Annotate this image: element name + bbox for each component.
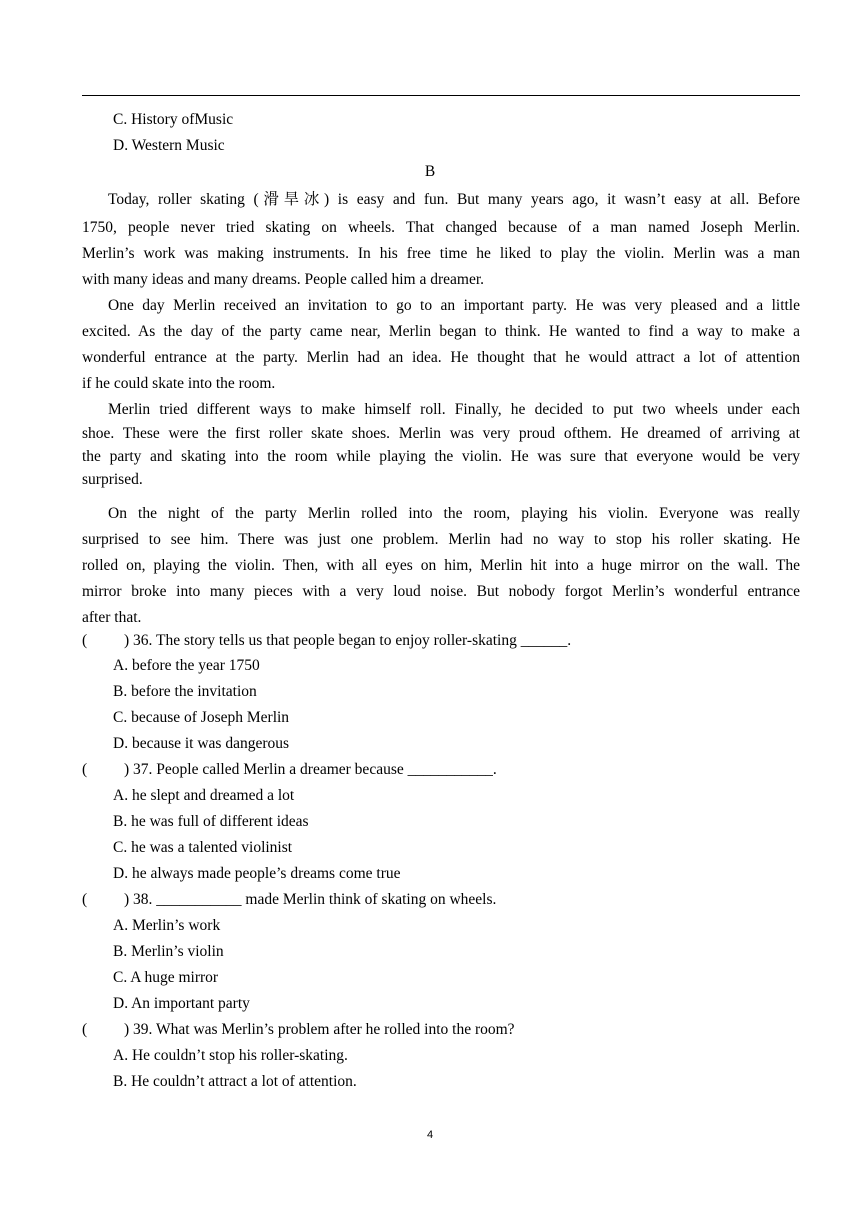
option-b: B. He couldn’t attract a lot of attention. xyxy=(113,1073,357,1090)
previous-option-d: D. Western Music xyxy=(113,137,225,154)
answer-paren[interactable]: ( xyxy=(82,891,88,908)
option-d: D. because it was dangerous xyxy=(113,735,290,752)
option-a: A. Merlin’s work xyxy=(113,917,221,934)
passage-line: 1750, people never tried skating on wheels. That changed because of a man named Joseph Merlin. xyxy=(82,219,800,236)
passage-line: One day Merlin received an invitation to go to an important party. He was very pleased and a little xyxy=(108,297,800,314)
page-number: 4 xyxy=(426,1129,434,1141)
passage-line: if he could skate into the room. xyxy=(82,375,276,392)
section-label: B xyxy=(424,163,436,180)
option-c: C. he was a talented violinist xyxy=(113,839,293,856)
passage-line: Merlin’s work was making instruments. In his free time he liked to play the violin. Merlin was a man xyxy=(82,245,800,262)
question-39 xyxy=(82,1020,515,1040)
passage-line: surprised to see him. There was just one problem. Merlin had no way to stop his roller skating. He xyxy=(82,531,800,548)
question-36 xyxy=(82,631,571,651)
passage-line: mirror broke into many pieces with a very loud noise. But nobody forgot Merlin’s wonderful entrance xyxy=(82,583,800,600)
option-d: D. An important party xyxy=(113,995,250,1012)
answer-paren[interactable]: ( xyxy=(82,632,88,649)
question-stem: ) 36. The story tells us that people began to enjoy roller-skating ______. xyxy=(124,632,572,649)
passage-line: excited. As the day of the party came near, Merlin began to think. He wanted to find a way to make a xyxy=(82,323,800,340)
passage-line: rolled on, playing the violin. Then, with all eyes on him, Merlin hit into a huge mirror on the wall. The xyxy=(82,557,800,574)
passage-line: with many ideas and many dreams. People called him a dreamer. xyxy=(82,271,485,288)
passage-line: surprised. xyxy=(82,471,143,488)
option-b: B. Merlin’s violin xyxy=(113,943,224,960)
option-a: A. before the year 1750 xyxy=(113,657,260,674)
option-a: A. He couldn’t stop his roller-skating. xyxy=(113,1047,348,1064)
option-a: A. he slept and dreamed a lot xyxy=(113,787,295,804)
answer-paren[interactable]: ( xyxy=(82,761,88,778)
option-c: C. A huge mirror xyxy=(113,969,219,986)
passage-line: shoe. These were the first roller skate shoes. Merlin was very proud ofthem. He dreamed of arriving at xyxy=(82,425,800,442)
answer-paren[interactable]: ( xyxy=(82,1021,88,1038)
passage-line: On the night of the party Merlin rolled into the room, playing his violin. Everyone was really xyxy=(108,505,800,522)
question-stem: ) 39. What was Merlin’s problem after he rolled into the room? xyxy=(124,1021,515,1038)
option-b: B. he was full of different ideas xyxy=(113,813,309,830)
previous-option-c: C. History ofMusic xyxy=(113,111,234,128)
header-rule xyxy=(82,95,800,96)
option-c: C. because of Joseph Merlin xyxy=(113,709,290,726)
question-stem: ) 37. People called Merlin a dreamer because ___________. xyxy=(124,761,497,778)
question-37 xyxy=(82,760,497,780)
option-d: D. he always made people’s dreams come true xyxy=(113,865,401,882)
question-stem: ) 38. ___________ made Merlin think of skating on wheels. xyxy=(124,891,497,908)
option-b: B. before the invitation xyxy=(113,683,257,700)
passage-line: Merlin tried different ways to make himself roll. Finally, he decided to put two wheels under each xyxy=(108,401,800,418)
passage-line: Today, roller skating (滑旱冰) is easy and fun. But many years ago, it wasn’t easy at all. Before xyxy=(108,191,800,208)
passage-line: the party and skating into the room while playing the violin. He was sure that everyone would be very xyxy=(82,448,800,465)
passage-line: after that. xyxy=(82,609,142,626)
question-38 xyxy=(82,890,496,910)
passage-line: wonderful entrance at the party. Merlin had an idea. He thought that he would attract a lot of attention xyxy=(82,349,800,366)
